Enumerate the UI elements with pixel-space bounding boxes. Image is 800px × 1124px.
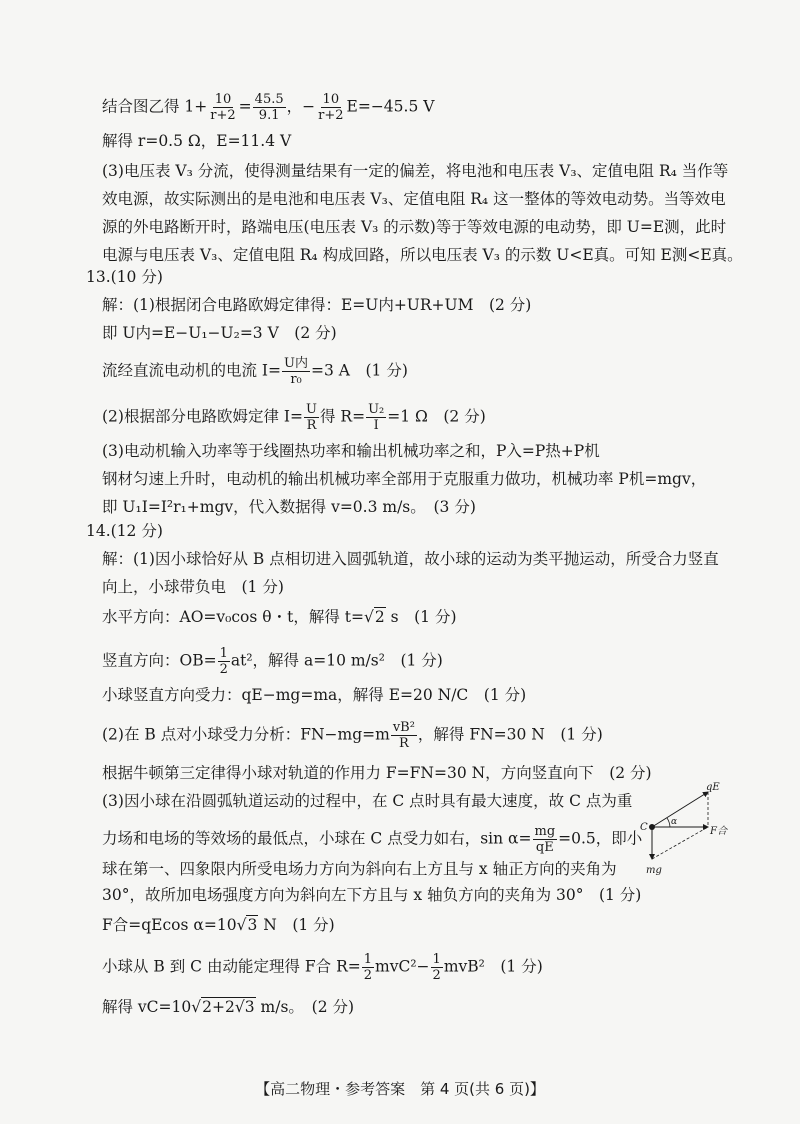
numerator: 10	[214, 92, 232, 107]
sqrt-sign: √	[191, 998, 202, 1016]
text: =	[238, 97, 252, 116]
text: mvC²−	[375, 957, 430, 976]
text: 小球从 B 到 C 由动能定理得 F合 R=	[102, 957, 361, 976]
numerator: 1	[363, 952, 373, 967]
line-text: 电源与电压表 V₃、定值电阻 R₄ 构成回路，所以电压表 V₃ 的示数 U<E真。可知 E测<E真。	[102, 246, 743, 264]
line-text: (3)电动机输入功率等于线圈热功率和输出机械功率之和，P入=P热+P机	[102, 442, 600, 460]
fraction	[282, 356, 310, 387]
label-mg: mg	[646, 865, 662, 876]
denominator: qE	[535, 840, 554, 855]
text: mvB² (1 分)	[443, 957, 543, 976]
label-C: C	[640, 822, 648, 833]
line-motor-current	[102, 356, 744, 387]
denominator: 2	[432, 968, 441, 983]
fraction	[316, 92, 345, 123]
numerator: vB²	[392, 720, 415, 735]
numerator: U₂	[368, 402, 385, 417]
line-text: 30°，故所加电场强度方向为斜向左下方且与 x 轴负方向的夹角为 30° (1 分)	[102, 886, 642, 904]
force-diagram	[640, 780, 732, 880]
fraction	[218, 646, 230, 677]
numerator: 1	[432, 952, 441, 967]
text: =3 A (1 分)	[311, 361, 408, 380]
label-F-resultant: F合	[710, 826, 727, 837]
numerator: U	[306, 402, 317, 417]
denominator: r+2	[210, 108, 236, 123]
line-final-velocity	[102, 996, 744, 1018]
line-text: 小球竖直方向受力：qE−mg=ma，解得 E=20 N/C (1 分)	[102, 686, 527, 704]
fraction	[208, 92, 237, 123]
fraction	[391, 720, 417, 751]
question-14-heading: 14.(12 分)	[86, 522, 163, 540]
dashed-line	[652, 827, 708, 859]
denominator: 9.1	[258, 108, 280, 123]
text: s (1 分)	[385, 608, 457, 626]
denominator: R	[306, 418, 317, 433]
line-text: 即 U内=E−U₁−U₂=3 V (2 分)	[102, 324, 337, 342]
line-fit-equation	[102, 92, 744, 123]
radicand: 3	[247, 916, 258, 934]
line-kinetic-energy	[102, 952, 744, 983]
line-text: 解：(1)根据闭合电路欧姆定律得：E=U内+UR+UM (2 分)	[102, 296, 532, 314]
question-13-heading: 13.(10 分)	[86, 268, 163, 286]
line-vertical	[102, 646, 744, 677]
fraction	[362, 952, 374, 983]
line-text: 解：(1)因小球恰好从 B 点相切进入圆弧轨道，故小球的运动为类平抛运动，所受合力竖直	[102, 550, 719, 568]
text: N (1 分)	[258, 916, 335, 934]
denominator: 2	[363, 968, 373, 983]
denominator: I	[373, 418, 379, 433]
fraction	[304, 402, 319, 433]
text: 水平方向：AO=v₀cos θ・t，解得 t=	[102, 608, 364, 626]
text: (2)根据部分电路欧姆定律 I=	[102, 407, 303, 426]
denominator: r₀	[290, 372, 302, 387]
numerator: 45.5	[254, 92, 284, 107]
text: 流经直流电动机的电流 I=	[102, 361, 282, 380]
text: at²，解得 a=10 m/s² (1 分)	[230, 651, 443, 670]
text: ，−	[286, 97, 316, 116]
angle-arc	[667, 818, 670, 827]
line-text: 球在第一、四象限内所受电场力方向为斜向右上方且与 x 轴正方向的夹角为	[102, 860, 617, 878]
radicand: 2+2√3	[202, 998, 255, 1016]
line-text: 向上，小球带负电 (1 分)	[102, 578, 284, 596]
text: m/s。 (2 分)	[255, 998, 355, 1016]
line-text: 效电源，故实际测出的是电池和电压表 V₃、定值电阻 R₄ 这一整体的等效电动势。当等效电	[102, 190, 726, 208]
line-result: 解得 r=0.5 Ω，E=11.4 V	[102, 132, 292, 150]
fraction	[431, 952, 443, 983]
text: (2)在 B 点对小球受力分析：FN−mg=m	[102, 725, 390, 744]
denominator: R	[398, 736, 409, 751]
fraction	[253, 92, 286, 123]
text: 解得 vC=10	[102, 998, 192, 1016]
text: 结合图乙得 1+	[102, 97, 208, 116]
text: F合=qEcos α=10	[102, 916, 237, 934]
line-horizontal	[102, 606, 744, 628]
numerator: U内	[284, 356, 309, 371]
line-text: 源的外电路断开时，路端电压(电压表 V₃ 的示数)等于等效电源的电动势，即 U=E测，此时	[102, 218, 727, 236]
text: =0.5，即小	[558, 829, 643, 848]
line-text: 钢材匀速上升时，电动机的输出机械功率全部用于克服重力做功，机械功率 P机=mgv，	[102, 470, 707, 488]
radicand: 2	[374, 608, 385, 626]
ball-dot	[649, 824, 655, 830]
electric-force-arrow	[652, 792, 708, 827]
label-alpha: α	[671, 817, 678, 827]
line-text: (3)电压表 V₃ 分流，使得测量结果有一定的偏差，将电池和电压表 V₃、定值电阻 R₄ 当作等	[102, 162, 729, 180]
line-force-at-b	[102, 720, 744, 751]
fraction	[366, 402, 386, 433]
line-ohm-law	[102, 402, 744, 433]
line-text: 根据牛顿第三定律得小球对轨道的作用力 F=FN=30 N，方向竖直向下 (2 分)	[102, 764, 652, 782]
numerator: 10	[322, 92, 340, 107]
text: 力场和电场的等效场的最低点，小球在 C 点受力如右，sin α=	[102, 829, 532, 848]
numerator: 1	[219, 646, 228, 661]
line-text: 即 U₁I=I²r₁+mgv，代入数据得 v=0.3 m/s。 (3 分)	[102, 498, 476, 516]
denominator: r+2	[318, 108, 344, 123]
label-qE: qE	[706, 782, 720, 793]
denominator: 2	[219, 662, 228, 677]
line-text: (3)因小球在沿圆弧轨道运动的过程中，在 C 点时具有最大速度，故 C 点为重	[102, 792, 633, 810]
sqrt-sign: √	[236, 916, 247, 934]
page-footer: 【高二物理・参考答案 第 4 页(共 6 页)】	[255, 1080, 545, 1098]
text: E=−45.5 V	[346, 97, 435, 116]
fraction	[533, 824, 558, 855]
sqrt-sign: √	[363, 608, 374, 626]
text: ，解得 FN=30 N (1 分)	[417, 725, 603, 744]
numerator: mg	[534, 824, 556, 839]
text: 得 R=	[319, 407, 366, 426]
text: 竖直方向：OB=	[102, 651, 217, 670]
text: =1 Ω (2 分)	[387, 407, 486, 426]
line-resultant-force	[102, 914, 744, 936]
